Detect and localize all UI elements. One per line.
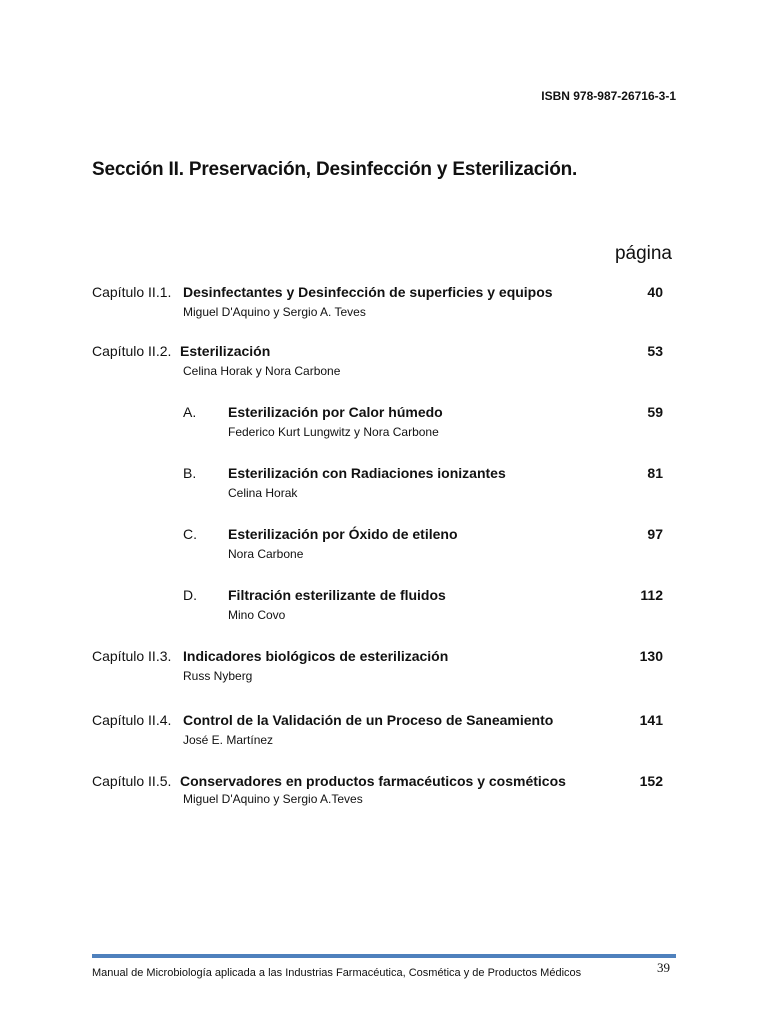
chapter-label: Capítulo II.4. [92, 712, 172, 728]
subsection-label: A. [183, 404, 197, 420]
subsection-authors: Federico Kurt Lungwitz y Nora Carbone [228, 425, 439, 439]
subsection-authors: Nora Carbone [228, 547, 304, 561]
chapter-authors: Miguel D'Aquino y Sergio A. Teves [183, 305, 366, 319]
subsection-label: D. [183, 587, 197, 603]
page-number: 97 [647, 526, 663, 542]
footer-rule [92, 954, 676, 958]
subsection-authors: Mino Covo [228, 608, 286, 622]
chapter-title: Esterilización [180, 343, 271, 359]
chapter-authors: Miguel D'Aquino y Sergio A.Teves [183, 792, 363, 806]
subsection-label: B. [183, 465, 197, 481]
chapter-label: Capítulo II.2. [92, 343, 172, 359]
chapter-authors: Celina Horak y Nora Carbone [183, 364, 341, 378]
chapter-label: Capítulo II.3. [92, 648, 172, 664]
footer-text: Manual de Microbiología aplicada a las Industrias Farmacéutica, Cosmética y de Productos Médicos [92, 967, 582, 979]
chapter-authors: José E. Martínez [183, 733, 274, 747]
subsection-title: Esterilización por Calor húmedo [228, 404, 443, 420]
page-number: 40 [647, 284, 663, 300]
subsection-title: Filtración esterilizante de fluidos [228, 587, 446, 603]
chapter-label: Capítulo II.1. [92, 284, 172, 300]
chapter-title: Desinfectantes y Desinfección de superficies y equipos [183, 284, 553, 300]
subsection-title: Esterilización con Radiaciones ionizantes [228, 465, 506, 481]
chapter-title: Indicadores biológicos de esterilización [183, 648, 449, 664]
isbn: ISBN 978-987-26716-3-1 [541, 89, 676, 103]
footer-page-number: 39 [657, 960, 670, 975]
chapter-title: Control de la Validación de un Proceso de Saneamiento [183, 712, 554, 728]
page-number: 53 [647, 343, 663, 359]
page-number: 130 [639, 648, 663, 664]
subsection-label: C. [183, 526, 197, 542]
page-column-header: página [614, 243, 672, 264]
section-title: Sección II. Preservación, Desinfección y Esterilización. [92, 159, 578, 180]
chapter-label: Capítulo II.5. [92, 773, 172, 789]
chapter-authors: Russ Nyberg [183, 669, 253, 683]
chapter-title: Conservadores en productos farmacéuticos y cosméticos [180, 773, 566, 789]
page-number: 112 [640, 587, 663, 603]
page-number: 152 [639, 773, 663, 789]
page-number: 59 [647, 404, 663, 420]
page-number: 81 [647, 465, 663, 481]
subsection-title: Esterilización por Óxido de etileno [228, 526, 458, 542]
subsection-authors: Celina Horak [228, 486, 298, 500]
page-number: 141 [639, 712, 663, 728]
